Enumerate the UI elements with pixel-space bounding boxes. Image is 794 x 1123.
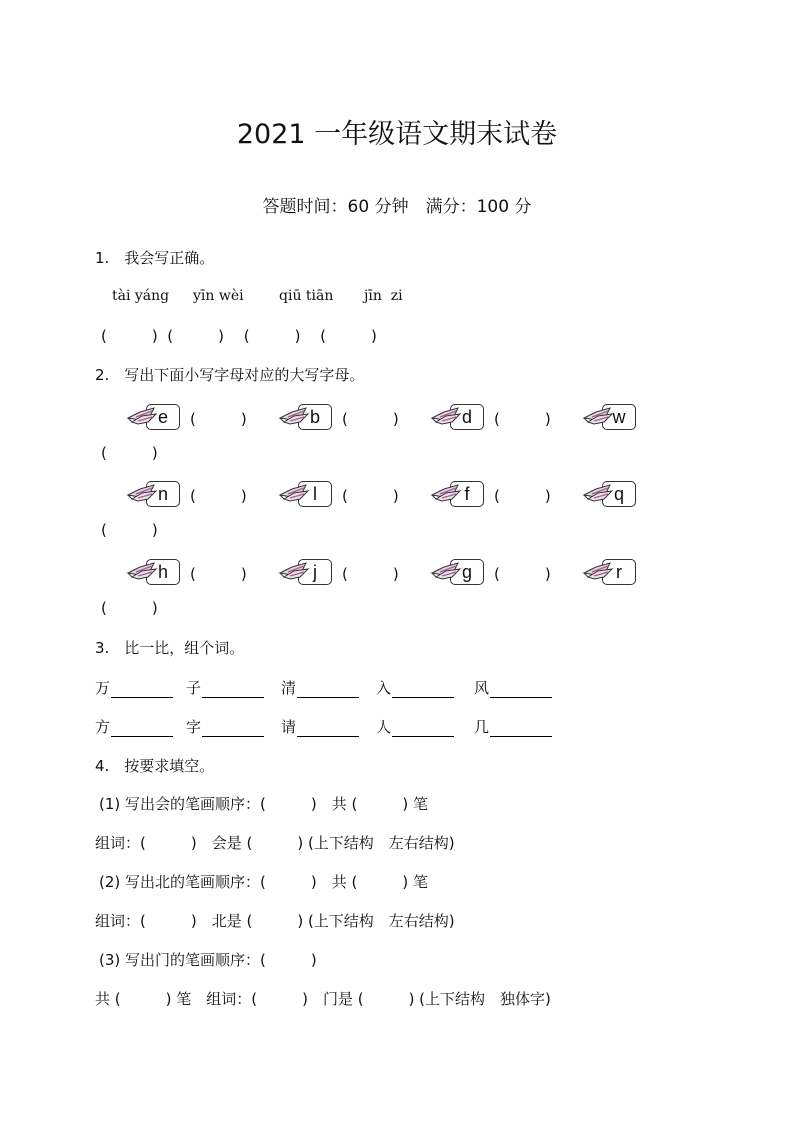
- word-item: [186, 677, 264, 698]
- uppercase-answer-blank[interactable]: ( ): [342, 410, 399, 428]
- letter-card: [582, 557, 670, 587]
- pencil-icon: [278, 479, 312, 509]
- lowercase-letter: e: [146, 404, 180, 430]
- q4-line-4: 组词：( ) 北是 ( ) (上下结构 左右结构): [95, 912, 455, 930]
- uppercase-answer-blank[interactable]: ( ): [190, 487, 247, 505]
- uppercase-answer-blank[interactable]: ( ): [101, 599, 158, 617]
- lowercase-letter: b: [298, 404, 332, 430]
- word-item: [474, 716, 552, 737]
- word-item: [281, 716, 359, 737]
- character: 方: [95, 718, 111, 736]
- word-blank[interactable]: [297, 722, 359, 737]
- letter-card: [582, 479, 670, 509]
- q4-line-2: 组词：( ) 会是 ( ) (上下结构 左右结构): [95, 834, 455, 852]
- page-title: 2021 一年级语文期末试卷: [236, 119, 558, 150]
- word-item: [95, 677, 173, 698]
- lowercase-letter: n: [146, 481, 180, 507]
- character: 风: [474, 679, 490, 697]
- character: 字: [186, 718, 202, 736]
- word-blank[interactable]: [490, 722, 552, 737]
- pencil-icon: [582, 479, 616, 509]
- lowercase-letter: f: [450, 481, 484, 507]
- answer-blanks[interactable]: ( ) ( ) ( ) ( ): [101, 327, 377, 345]
- question-3-heading: 3. 比一比，组个词。: [95, 639, 245, 657]
- pencil-icon: [126, 479, 160, 509]
- question-2-heading: 2. 写出下面小写字母对应的大写字母。: [95, 366, 365, 384]
- pencil-icon: [126, 402, 160, 432]
- exam-info: 答题时间：60 分钟 满分：100 分: [262, 197, 532, 217]
- letter-card: [582, 402, 670, 432]
- pencil-icon: [126, 557, 160, 587]
- uppercase-answer-blank[interactable]: ( ): [190, 565, 247, 583]
- word-item: [376, 716, 454, 737]
- uppercase-answer-blank[interactable]: ( ): [342, 487, 399, 505]
- word-blank[interactable]: [111, 722, 173, 737]
- pencil-icon: [430, 479, 464, 509]
- uppercase-answer-blank[interactable]: ( ): [342, 565, 399, 583]
- pencil-icon: [430, 557, 464, 587]
- lowercase-letter: r: [602, 559, 636, 585]
- uppercase-answer-blank[interactable]: ( ): [494, 410, 551, 428]
- pencil-icon: [278, 557, 312, 587]
- word-item: [95, 716, 173, 737]
- character: 几: [474, 718, 490, 736]
- word-item: [186, 716, 264, 737]
- word-blank[interactable]: [392, 722, 454, 737]
- lowercase-letter: l: [298, 481, 332, 507]
- character: 入: [376, 679, 392, 697]
- uppercase-answer-blank[interactable]: ( ): [494, 487, 551, 505]
- uppercase-answer-blank[interactable]: ( ): [190, 410, 247, 428]
- lowercase-letter: j: [298, 559, 332, 585]
- lowercase-letter: q: [602, 481, 636, 507]
- word-blank[interactable]: [202, 683, 264, 698]
- lowercase-letter: d: [450, 404, 484, 430]
- question-4-heading: 4. 按要求填空。: [95, 757, 215, 775]
- q4-line-3: (2) 写出北的笔画顺序：( ) 共 ( ) 笔: [99, 873, 428, 891]
- lowercase-letter: g: [450, 559, 484, 585]
- pencil-icon: [582, 402, 616, 432]
- word-blank[interactable]: [297, 683, 359, 698]
- character: 万: [95, 679, 111, 697]
- pencil-icon: [582, 557, 616, 587]
- word-item: [474, 677, 552, 698]
- pinyin-1: tài yáng: [112, 288, 170, 304]
- q4-line-5: (3) 写出门的笔画顺序：( ): [99, 951, 317, 969]
- pinyin-3: qiū tiān: [279, 288, 334, 304]
- word-blank[interactable]: [490, 683, 552, 698]
- pencil-icon: [278, 402, 312, 432]
- uppercase-answer-blank[interactable]: ( ): [101, 521, 158, 539]
- lowercase-letter: w: [602, 404, 636, 430]
- lowercase-letter: h: [146, 559, 180, 585]
- pinyin-2: yīn wèi: [193, 288, 244, 304]
- pinyin-4: jīn zi: [364, 288, 403, 304]
- q4-line-6: 共 ( ) 笔 组词：( ) 门是 ( ) (上下结构 独体字): [95, 990, 551, 1008]
- uppercase-answer-blank[interactable]: ( ): [494, 565, 551, 583]
- question-1-heading: 1. 我会写正确。: [95, 249, 215, 267]
- pencil-icon: [430, 402, 464, 432]
- q4-line-1: (1) 写出会的笔画顺序：( ) 共 ( ) 笔: [99, 795, 428, 813]
- word-item: [281, 677, 359, 698]
- word-item: [376, 677, 454, 698]
- character: 人: [376, 718, 392, 736]
- character: 子: [186, 679, 202, 697]
- word-blank[interactable]: [202, 722, 264, 737]
- character: 清: [281, 679, 297, 697]
- word-blank[interactable]: [392, 683, 454, 698]
- word-blank[interactable]: [111, 683, 173, 698]
- uppercase-answer-blank[interactable]: ( ): [101, 444, 158, 462]
- character: 请: [281, 718, 297, 736]
